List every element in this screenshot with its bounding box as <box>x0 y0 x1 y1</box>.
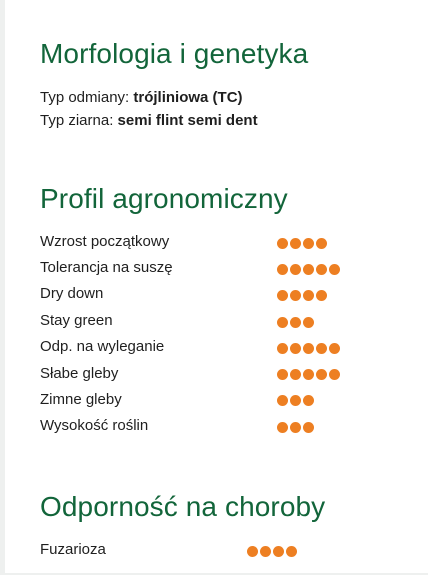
morfologia-heading: Morfologia i genetyka <box>40 38 309 69</box>
rating-dot <box>290 422 301 433</box>
rating-dot <box>303 264 314 275</box>
typ-odmiany-line <box>40 89 243 106</box>
profil-row-label: Wysokość roślin <box>40 417 149 434</box>
rating-dot <box>277 264 288 275</box>
profil-row-label: Stay green <box>40 312 113 329</box>
choroby-heading: Odporność na choroby <box>40 491 326 522</box>
profil-row-label: Dry down <box>40 285 104 302</box>
profil-heading: Profil agronomiczny <box>40 183 288 214</box>
rating-dots <box>277 343 340 354</box>
rating-dot <box>303 290 314 301</box>
rating-dot <box>260 546 271 557</box>
rating-dot <box>303 395 314 406</box>
rating-dots <box>277 264 340 275</box>
rating-dot <box>290 369 301 380</box>
rating-dot <box>290 343 301 354</box>
typ-ziarna-label: Typ ziarna: <box>40 112 114 129</box>
profil-row-label: Słabe gleby <box>40 365 119 382</box>
rating-dot <box>329 369 340 380</box>
rating-dot <box>277 343 288 354</box>
rating-dots <box>277 317 314 328</box>
rating-dot <box>277 395 288 406</box>
rating-dot <box>290 395 301 406</box>
profil-row-label: Tolerancja na suszę <box>40 259 173 276</box>
rating-dot <box>303 317 314 328</box>
rating-dots <box>277 238 327 249</box>
rating-dot <box>290 317 301 328</box>
rating-dots <box>277 369 340 380</box>
rating-dot <box>273 546 284 557</box>
rating-dot <box>277 422 288 433</box>
rating-dots <box>277 290 327 301</box>
profil-row-label: Zimne gleby <box>40 391 122 408</box>
rating-dot <box>303 369 314 380</box>
rating-dot <box>290 264 301 275</box>
rating-dot <box>277 290 288 301</box>
rating-dot <box>290 238 301 249</box>
rating-dot <box>329 264 340 275</box>
rating-dots <box>277 395 314 406</box>
rating-dot <box>316 264 327 275</box>
rating-dot <box>316 343 327 354</box>
typ-odmiany-label: Typ odmiany: <box>40 89 130 106</box>
rating-dot <box>303 343 314 354</box>
typ-odmiany-value: trójliniowa (TC) <box>133 89 243 106</box>
rating-dot <box>329 343 340 354</box>
rating-dot <box>290 290 301 301</box>
rating-dot <box>286 546 297 557</box>
rating-dot <box>316 238 327 249</box>
rating-dot <box>316 369 327 380</box>
rating-dot <box>316 290 327 301</box>
rating-dot <box>247 546 258 557</box>
left-border <box>0 0 5 575</box>
typ-ziarna-line <box>40 112 258 129</box>
choroby-row-label: Fuzarioza <box>40 541 106 558</box>
rating-dot <box>303 422 314 433</box>
rating-dot <box>277 238 288 249</box>
typ-ziarna-value: semi flint semi dent <box>117 112 258 129</box>
rating-dots <box>247 546 297 557</box>
profil-row-label: Odp. na wyleganie <box>40 338 165 355</box>
rating-dot <box>277 317 288 328</box>
rating-dots <box>277 422 314 433</box>
profil-row-label: Wzrost początkowy <box>40 233 170 250</box>
rating-dot <box>303 238 314 249</box>
rating-dot <box>277 369 288 380</box>
